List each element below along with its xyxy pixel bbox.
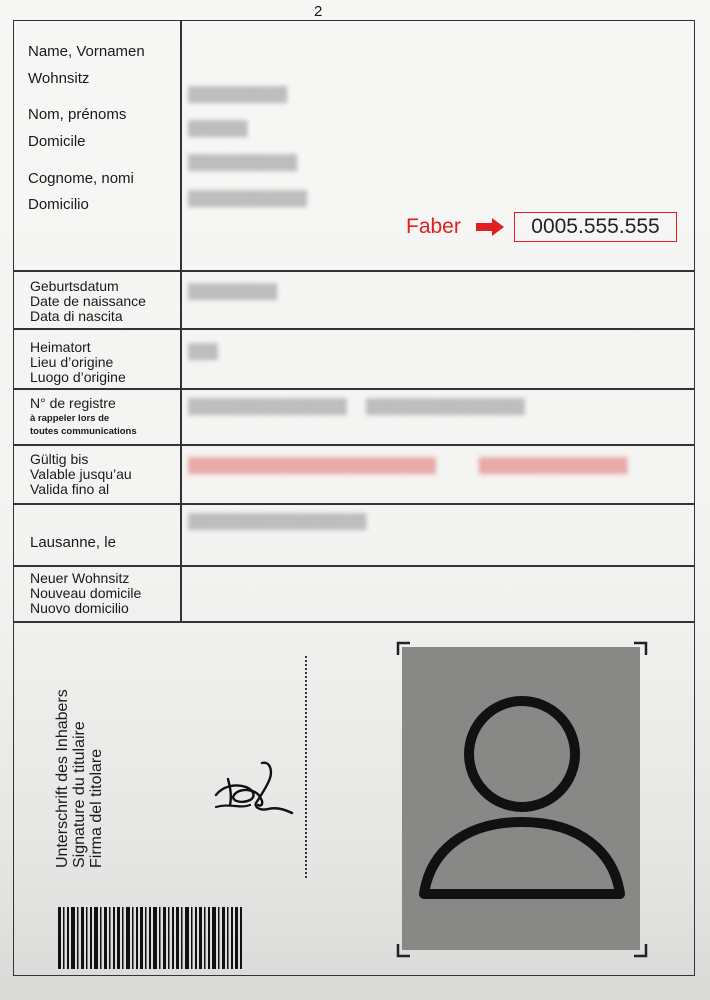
label-valid-de: Gültig bis	[30, 451, 89, 467]
label-domicile-it: Domicilio	[28, 196, 89, 213]
label-new-domicile-fr: Nouveau domicile	[30, 584, 142, 601]
redacted-value: █████████	[188, 283, 278, 299]
label-origin-fr: Lieu d’origine	[30, 353, 114, 370]
crop-corner-icon	[632, 942, 648, 958]
arrow-right-icon	[476, 218, 504, 236]
label-new-domicile-it: Nuovo domicilio	[30, 599, 129, 616]
crop-corner-icon	[632, 641, 648, 657]
label-new-domicile-de: Neuer Wohnsitz	[30, 570, 130, 586]
label-place-date: Lausanne, le	[30, 534, 116, 551]
label-birthdate-it: Data di nascita	[30, 307, 123, 324]
label-name-de: Name, Vornamen	[28, 43, 145, 60]
faber-label: Faber	[406, 215, 461, 238]
redacted-value: █████████████████████████ ███████████████	[188, 457, 628, 473]
row-divider	[13, 388, 695, 390]
label-birthdate-fr: Date de naissance	[30, 292, 146, 309]
row-divider	[13, 565, 695, 567]
signature-image	[210, 757, 300, 822]
label-origin	[30, 340, 126, 384]
redacted-value: ███	[188, 343, 218, 359]
label-registry	[30, 396, 137, 437]
row-divider	[13, 444, 695, 446]
page-number: 2	[314, 3, 323, 20]
label-birthdate-de: Geburtsdatum	[30, 278, 119, 294]
label-valid	[30, 452, 132, 496]
row-divider	[13, 270, 695, 272]
photo-placeholder	[402, 647, 640, 950]
row-divider	[13, 328, 695, 330]
label-domicile-de: Wohnsitz	[28, 70, 90, 87]
label-name-it: Cognome, nomi	[28, 170, 134, 187]
label-origin-it: Luogo d’origine	[30, 368, 126, 385]
crop-corner-icon	[396, 641, 412, 657]
signature-label-fr: Signature du titulaire	[71, 721, 89, 868]
signature-label-de: Unterschrift des Inhabers	[54, 689, 71, 868]
faber-number: 0005.555.555	[514, 212, 677, 242]
label-valid-fr: Valable jusqu’au	[30, 465, 132, 482]
signature-label	[54, 648, 105, 868]
label-registry-note-2: toutes communications	[30, 425, 137, 437]
redacted-value: ███████████	[188, 154, 298, 170]
label-registry-title: N° de registre	[30, 395, 116, 411]
label-registry-note-1: à rappeler lors de	[30, 412, 110, 424]
row-divider	[13, 621, 695, 623]
barcode	[58, 907, 244, 969]
crop-corner-icon	[396, 942, 412, 958]
label-domicile-fr: Domicile	[28, 133, 86, 150]
redacted-value: ██████████████████	[188, 513, 367, 529]
column-divider	[180, 20, 182, 621]
label-origin-de: Heimatort	[30, 339, 91, 355]
label-birthdate	[30, 279, 146, 323]
redacted-value: ████████████████ ████████████████	[188, 398, 525, 414]
redacted-value: ██████████	[188, 86, 288, 102]
signature-label-it: Firma del titolare	[88, 748, 106, 868]
redacted-value: ██████	[188, 120, 248, 136]
label-valid-it: Valida fino al	[30, 480, 110, 497]
signature-line	[305, 656, 307, 878]
label-name-fr: Nom, prénoms	[28, 106, 127, 123]
redacted-value: ████████████	[188, 190, 308, 206]
label-new-domicile	[30, 571, 141, 615]
person-icon	[402, 647, 640, 950]
row-divider	[13, 503, 695, 505]
